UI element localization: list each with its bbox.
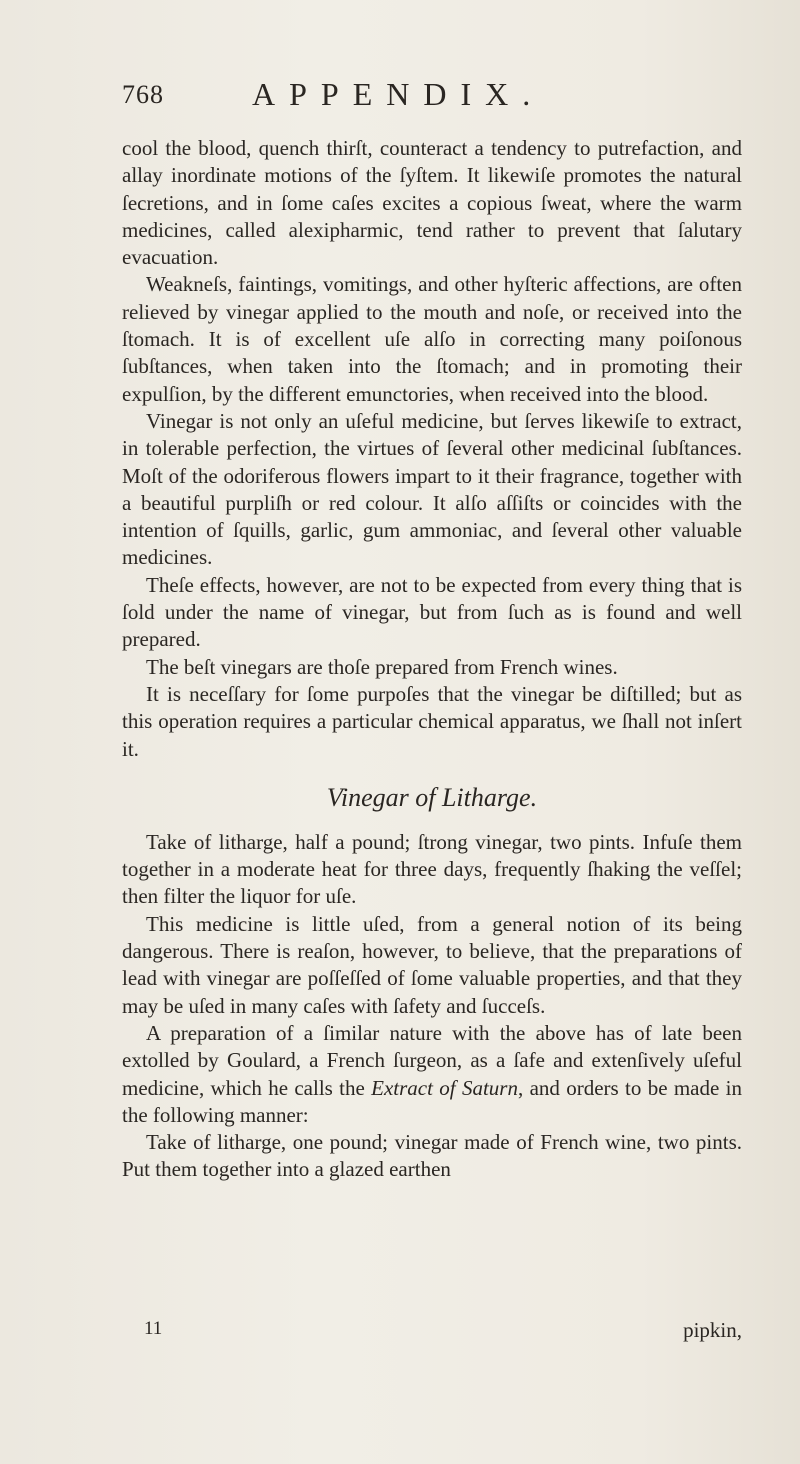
page-footer	[122, 1318, 742, 1348]
body-text	[122, 135, 742, 1184]
paragraph: Theſe effects, however, are not to be expected from every thing that is ſold under the name of vinegar, but from ſuch as is found and well prepared.	[122, 572, 742, 652]
paragraph-goulard	[122, 1020, 742, 1129]
goulard-text-before: A preparation of a ſimilar nature with the above has of late been extolled by Goulard, a French ſurgeon, as a ſafe and extenſively uſeful medicine, which he calls the	[122, 1020, 742, 1100]
section-heading: Vinegar of Litharge.	[326, 782, 538, 812]
paragraph: Vinegar is not only an uſeful medicine, but ſerves likewiſe to extract, in tolerable perfection, the virtues of ſeveral other medicinal ſubſtances. Moſt of the odoriferous flowers impart to it their fragrance, together with a beautiful purpliſh or red colour. It alſo aſſiſts or coincides with the intention of ſquills, garlic, gum ammoniac, and ſeveral other valuable medicines.	[122, 408, 742, 570]
page-header	[122, 76, 742, 120]
goulard-text-after: , and orders to be made in the following manner:	[122, 1075, 742, 1127]
paragraph: Take of litharge, one pound; vinegar made of French wine, two pints. Put them together into a glazed earthen	[122, 1130, 742, 1182]
running-head: APPENDIX.	[252, 76, 545, 112]
paragraph: cool the blood, quench thirſt, counteract a tendency to putrefaction, and allay inordinate motions of the ſyſtem. It likewiſe promotes the natural ſecretions, and in ſome caſes excites a copious ſweat, where the warm medicines, called alexipharmic, tend rather to prevent that ſalutary evacuation.	[122, 136, 742, 270]
page-number: 768	[122, 80, 164, 109]
paragraph: The beſt vinegars are thoſe prepared from French wines.	[146, 654, 618, 679]
paragraph: It is neceſſary for ſome purpoſes that the vinegar be diſtilled; but as this operation requires a particular chemical apparatus, we ſhall not inſert it.	[122, 681, 742, 761]
extract-of-saturn: Extract of Saturn	[371, 1075, 518, 1100]
catchword: pipkin,	[683, 1318, 742, 1342]
paragraph: Weakneſs, faintings, vomitings, and other hyſteric affections, are often relieved by vinegar applied to the mouth and noſe, or received into the ſtomach. It is of excellent uſe alſo in correcting many poiſonous ſubſtances, when taken into the ſtomach; and in promoting their expulſion, by the different emunctories, when received into the blood.	[122, 272, 742, 406]
paragraph: This medicine is little uſed, from a general notion of its being dangerous. There is reaſon, however, to believe, that the preparations of lead with vinegar are poſſeſſed of ſome valuable properties, and that they may be uſed in many caſes with ſafety and ſucceſs.	[122, 911, 742, 1018]
paragraph: Take of litharge, half a pound; ſtrong vinegar, two pints. Infuſe them together in a moderate heat for three days, frequently ſhaking the veſſel; then filter the liquor for uſe.	[122, 829, 742, 909]
signature-mark: 11	[144, 1318, 163, 1339]
